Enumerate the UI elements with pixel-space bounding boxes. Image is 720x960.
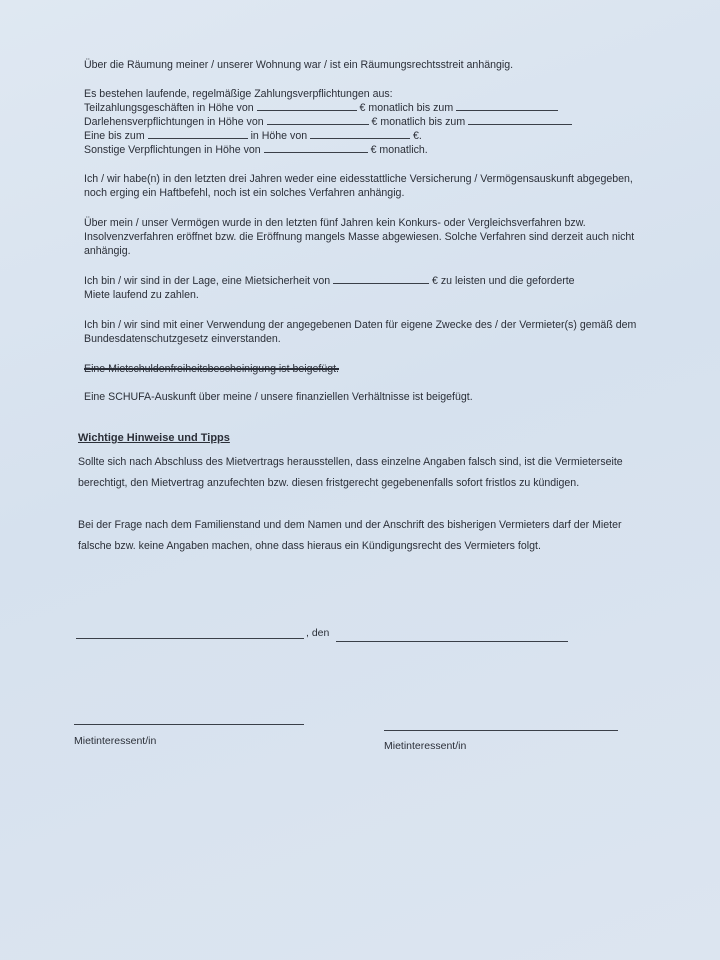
loans-label: Darlehensverpflichtungen in Höhe von — [84, 116, 264, 128]
place-blank[interactable] — [76, 638, 304, 639]
payments-intro: Es bestehen laufende, regelmäßige Zahlungsverpflichtungen aus: — [84, 88, 393, 100]
installments-until-blank[interactable] — [456, 101, 558, 111]
deposit-prefix: Ich bin / wir sind in der Lage, eine Mietsicherheit von — [84, 275, 331, 287]
signature-line-left[interactable] — [74, 724, 304, 725]
loans-until-blank[interactable] — [468, 115, 572, 125]
loans-suffix: € monatlich bis zum — [371, 116, 466, 128]
hint-false-information: Bei der Frage nach dem Familienstand und dem Namen und der Anschrift des bisherigen Vermieters darf der Mieter falsche bzw. keine Angaben machen, ohne dass hieraus ein Kündigungsrecht des Vermieters folgt. — [78, 519, 622, 552]
schufa-statement: Eine SCHUFA-Auskunft über meine / unsere finanziellen Verhältnisse ist beigefügt. — [84, 391, 473, 403]
data-protection-statement: Ich bin / wir sind mit einer Verwendung der angegebenen Daten für eigene Zwecke des / der Vermieter(s) gemäß dem Bundesdatenschutzgesetz einverstanden. — [84, 319, 637, 345]
installments-amount-blank[interactable] — [257, 101, 357, 111]
other-amount-blank[interactable] — [264, 143, 368, 153]
other-suffix: € monatlich. — [370, 144, 428, 156]
deposit-line-1 — [84, 274, 575, 288]
other-label: Sonstige Verpflichtungen in Höhe von — [84, 144, 261, 156]
payment-row-other — [84, 143, 428, 157]
deposit-suffix: € zu leisten und die geforderte — [432, 275, 575, 287]
onetime-amount-blank[interactable] — [310, 129, 410, 139]
signature-line-right[interactable] — [384, 730, 618, 731]
onetime-label: Eine bis zum — [84, 130, 145, 142]
installments-label: Teilzahlungsgeschäften in Höhe von — [84, 102, 254, 114]
hints-heading: Wichtige Hinweise und Tipps — [78, 432, 230, 444]
deposit-amount-blank[interactable] — [333, 274, 429, 284]
deposit-line-2: Miete laufend zu zahlen. — [84, 289, 199, 301]
date-connector: , den — [306, 627, 330, 639]
insolvency-statement: Über mein / unser Vermögen wurde in den letzten fünf Jahren kein Konkurs- oder Vergleichsverfahren bzw. Insolvenzverfahren eröffnet bzw. die Eröffnung mangels Masse abgewiesen. Solche Verfahren sind derzeit auch nicht anhängig. — [84, 217, 635, 257]
signature-label-left: Mietinteressent/in — [74, 735, 157, 747]
eviction-statement: Über die Räumung meiner / unserer Wohnung war / ist ein Räumungsrechtsstreit anhängig. — [84, 59, 514, 71]
struck-rent-debt-certificate: Eine Mietschuldenfreiheitsbescheinigung ist beigefügt. — [84, 363, 340, 375]
affidavit-statement: Ich / wir habe(n) in den letzten drei Jahren weder eine eidesstattliche Versicherung / Vermögensauskunft abgegeben, noch erging ein Haftbefehl, noch ist ein solches Verfahren anhängig. — [84, 173, 633, 199]
signature-label-right: Mietinteressent/in — [384, 740, 467, 752]
onetime-middle: in Höhe von — [250, 130, 308, 142]
onetime-date-blank[interactable] — [148, 129, 248, 139]
loans-amount-blank[interactable] — [267, 115, 369, 125]
onetime-suffix: €. — [413, 130, 422, 142]
date-blank[interactable] — [336, 641, 568, 642]
installments-suffix: € monatlich bis zum — [359, 102, 454, 114]
hint-contest-contract: Sollte sich nach Abschluss des Mietvertrags herausstellen, dass einzelne Angaben falsch sind, ist die Vermieterseite berechtigt, den Mietvertrag anzufechten bzw. diesen fristgerecht gegebenenfalls sofort fristlos zu kündigen. — [78, 456, 623, 489]
payment-row-installments — [84, 101, 558, 115]
payment-row-onetime — [84, 129, 422, 143]
payment-row-loans — [84, 115, 572, 129]
